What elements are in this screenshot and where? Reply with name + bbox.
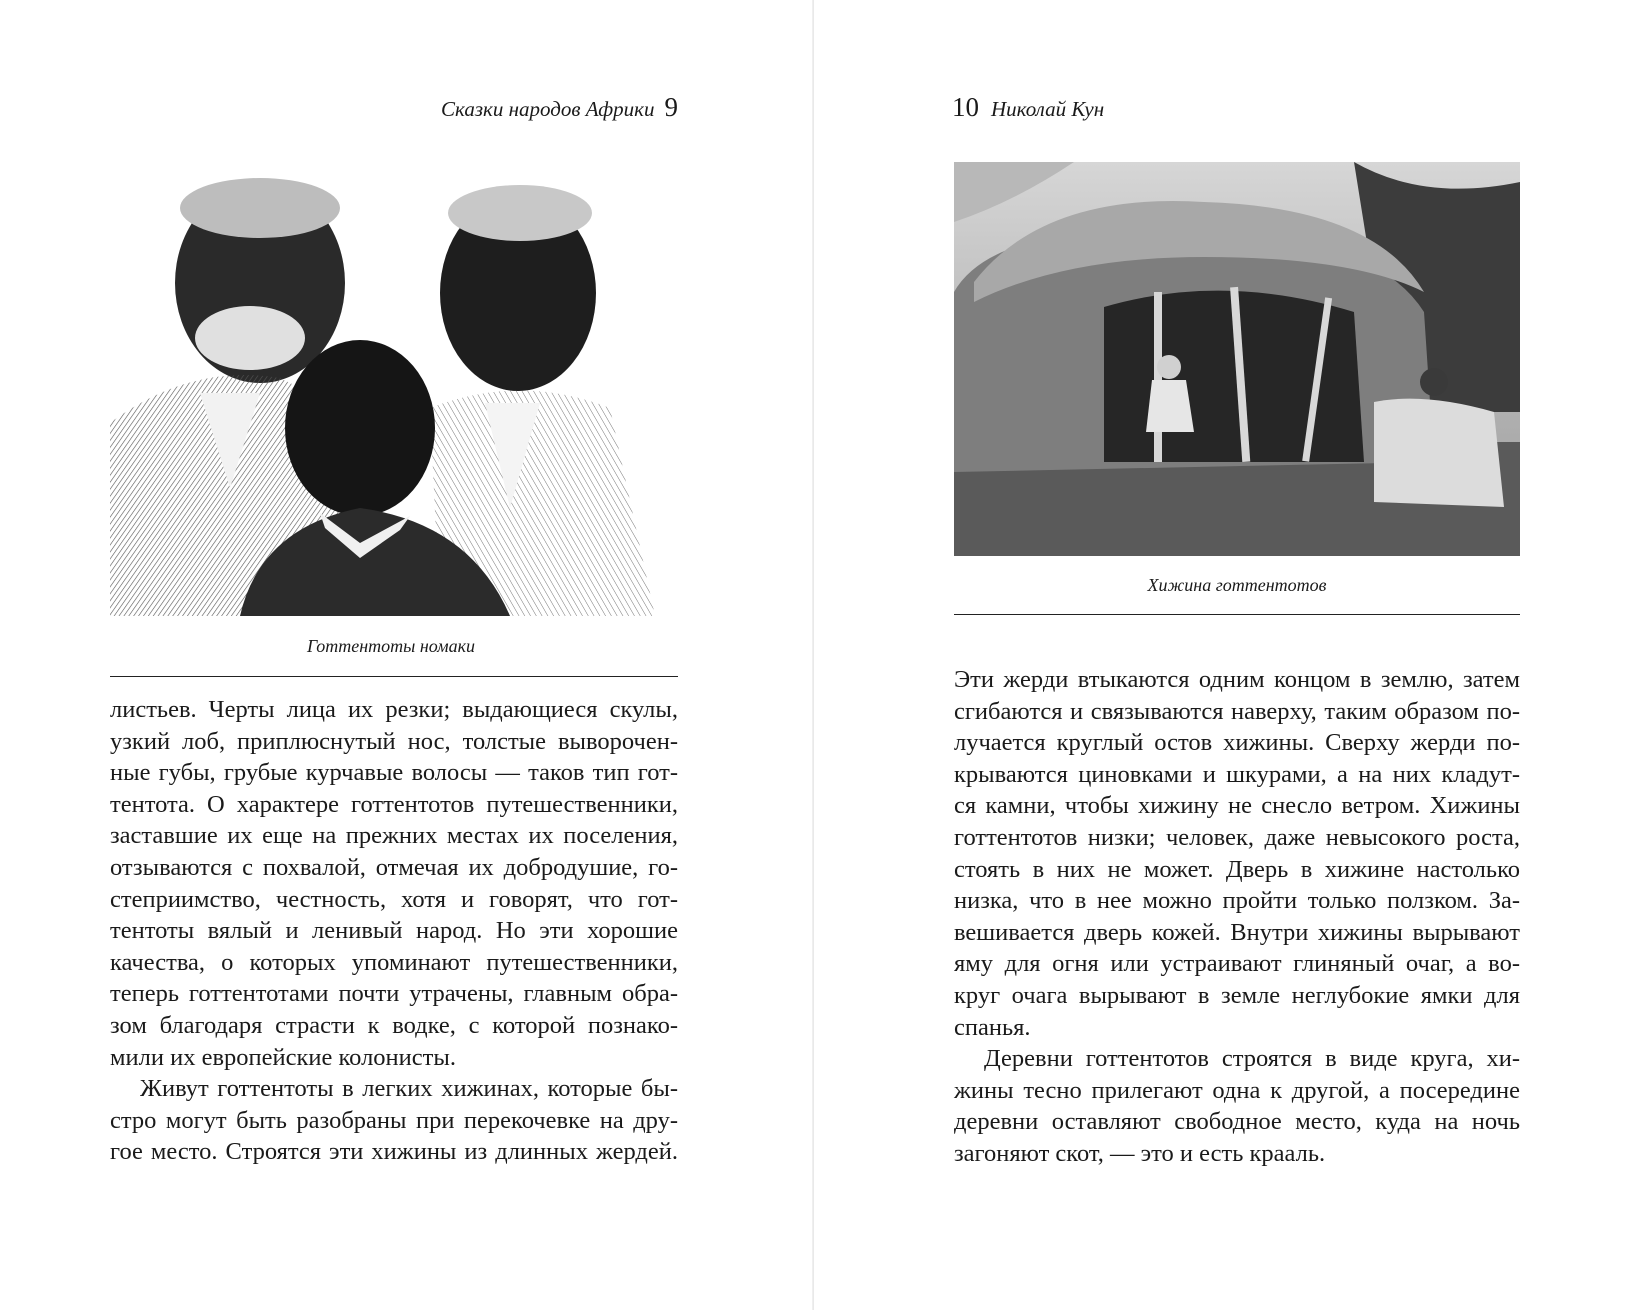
text-line: ся камни, чтобы хижину не снесло ветром. Хижины: [954, 792, 1520, 820]
running-head-left: [441, 92, 678, 123]
text-line: тентота. О характере готтентотов путешественники,: [110, 790, 678, 818]
text-line: низка, что в нее можно пройти только ползком. За-: [954, 887, 1520, 915]
text-line: заставшие их еще на прежних местах их поселения,: [110, 822, 678, 850]
text-line: листьев. Черты лица их резки; выдающиеся скулы,: [110, 696, 678, 723]
page-number: 9: [664, 92, 678, 122]
caption-divider: [110, 676, 678, 677]
text-line: стоять в них не может. Дверь в хижине настолько: [954, 855, 1520, 883]
text-line: яму для огня или устраивают глиняный очаг, а во-: [954, 950, 1520, 978]
text-line: узкий лоб, приплюснутый нос, толстые выворочен-: [110, 727, 678, 755]
text-line: жины тесно прилегают одна к другой, а посередине: [954, 1076, 1520, 1104]
illustration-caption: Готтентоты номаки: [306, 636, 476, 656]
caption-divider: [954, 614, 1520, 615]
body-text: [110, 694, 678, 1168]
running-head-right: [952, 92, 1104, 123]
text-line: загоняют скот, — это и есть крааль.: [954, 1139, 1326, 1167]
text-line: вешивается дверь кожей. Внутри хижины вырывают: [954, 918, 1520, 946]
text-line: стро могут быть разобраны при перекочевке на дру-: [110, 1106, 678, 1134]
text-line: степриимство, честность, хотя и говорят, что гот-: [110, 885, 678, 913]
running-head-author: Николай Кун: [991, 97, 1105, 121]
text-line: качества, о которых упоминают путешественники,: [110, 948, 678, 976]
text-line: лучается круглый остов хижины. Сверху жерди по-: [954, 729, 1520, 757]
text-line: Живут готтентоты в легких хижинах, которые бы-: [140, 1075, 678, 1103]
engraving-three-men: [110, 168, 672, 616]
text-line: круг очага вырывают в земле неглубокие ямки для: [954, 981, 1520, 1009]
text-line: отзываются с похвалой, отмечая их добродушие, го-: [110, 853, 678, 881]
running-head-title: Сказки народов Африки: [441, 97, 655, 121]
text-line: теперь готтентотами почти утрачены, главным обра-: [110, 980, 678, 1008]
page-number: 10: [952, 92, 979, 122]
text-line: деревни оставляют свободное место, куда на ночь: [954, 1108, 1520, 1136]
text-line: зом благодаря страсти к водке, с которой познако-: [110, 1011, 678, 1039]
right-page: [814, 0, 1628, 1310]
text-line: крываются циновками и шкурами, а на них кладут-: [954, 760, 1520, 788]
illustration-caption: Хижина готтентотов: [1147, 575, 1327, 595]
text-line: гое место. Строятся эти хижины из длинных жердей.: [110, 1138, 678, 1166]
photo-hut: [954, 162, 1520, 556]
text-line: ные губы, грубые курчавые волосы — таков тип гот-: [110, 759, 678, 787]
text-line: мили их европейские колонисты.: [110, 1043, 456, 1071]
text-line: тентоты вялый и ленивый народ. Но эти хорошие: [110, 917, 678, 945]
text-line: готтентотов низки; человек, даже невысокого роста,: [954, 823, 1520, 851]
text-line: Деревни готтентотов строятся в виде круга, хи-: [984, 1045, 1520, 1073]
text-line: Эти жерди втыкаются одним концом в землю, затем: [954, 666, 1520, 693]
text-line: спанья.: [954, 1013, 1031, 1041]
body-text: [954, 664, 1520, 1170]
text-line: сгибаются и связываются наверху, таким образом по-: [954, 697, 1520, 725]
